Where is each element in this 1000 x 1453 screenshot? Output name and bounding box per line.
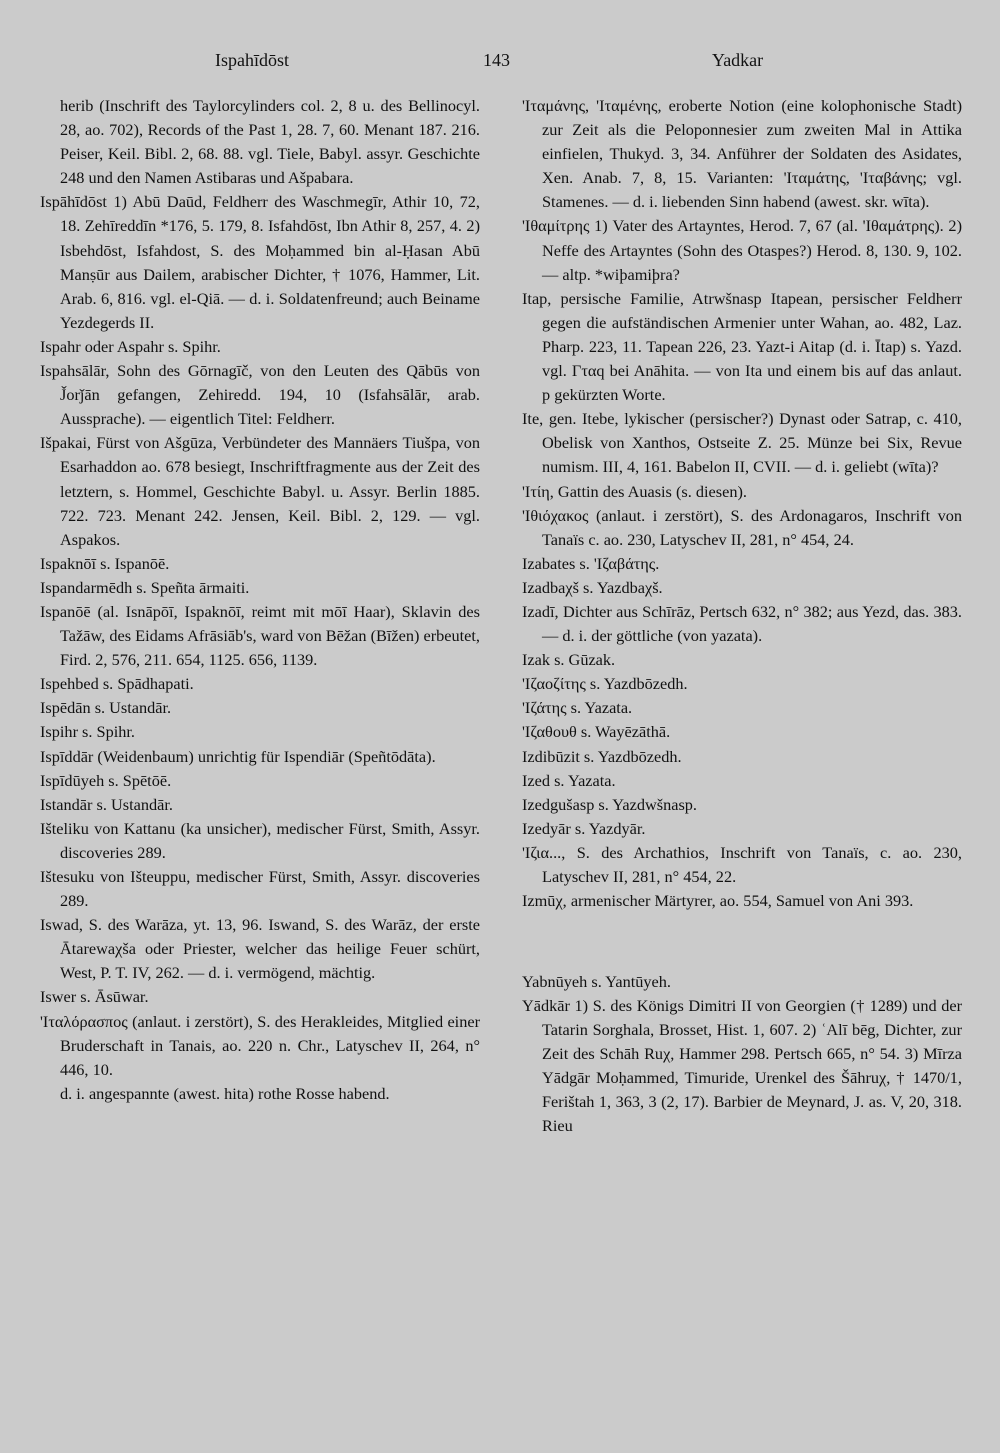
dictionary-entry: Ispanōē (al. Isnāpōī, Ispaknōī, reimt mit mōī Haar), Sklavin des Tažāw, des Eidams Afrāsiāb's, ward von Bēžan (Bīžen) erbeutet, Fird. 2, 576, 211. 654, 1125. 656, 1139. (40, 601, 480, 670)
dictionary-entry: 'Ιζάτης s. Yazata. (522, 698, 633, 718)
dictionary-entry: Ispahsālār, Sohn des Gōrnagīč, von den Leuten des Qābūs von J̌orǰān gefangen, Zehiredd. 194, 10 (Isfahsālār, arab. Aussprache). — eigentlich Titel: Feldherr. (40, 361, 480, 429)
dictionary-entry: 'Ιθαμίτρης 1) Vater des Artayntes, Herod. 7, 67 (al. 'Ιθαμάτρης). 2) Neffe des Artayntes (Sohn des Otaspes?) Herod. 8, 130. 9, 102. — altp. *wiþamiþra? (522, 216, 962, 284)
dictionary-entry: 'Ιταμάνης, 'Ιταμένης, eroberte Notion (eine kolophonische Stadt) zur Zeit als die Peloponnesier zum zweiten Mal in Attika einfielen, Thukyd. 3, 34. Anführer der Soldaten des Asidates, Xen. Anab. 7, 8, 15. Varianten: 'Ιταμάτης, 'Ιταβάνης; vgl. Stamenes. — d. i. liebenden Sinn habend (awest. skr. wīta). (522, 96, 962, 212)
dictionary-entry: Ispēdān s. Ustandār. (40, 698, 172, 718)
dictionary-entry: Ištesuku von Išteuppu, medischer Fürst, Smith, Assyr. discoveries 289. (40, 867, 480, 911)
dictionary-entry: Izak s. Gūzak. (522, 650, 616, 670)
dictionary-entry: 'Ιθιόχακος (anlaut. i zerstört), S. des Ardonagaros, Inschrift von Tanaïs c. ao. 230, Latyschev II, 281, n° 454, 24. (522, 505, 962, 549)
dictionary-entry: Ispīdūyeh s. Spētōē. (40, 770, 172, 790)
dictionary-entry: Izmūχ, armenischer Märtyrer, ao. 554, Samuel von Ani 393. (522, 891, 914, 911)
dictionary-entry: 'Ιζαθουθ s. Wayēzāthā. (522, 722, 671, 742)
dictionary-entry: Ized s. Yazata. (522, 770, 616, 790)
dictionary-entry: Izedgušasp s. Yazdwšnasp. (522, 794, 698, 814)
dictionary-entry: Ite, gen. Itebe, lykischer (persischer?) Dynast oder Satrap, c. 410, Obelisk von Xanthos, Ostseite Z. 25. Münze bei Six, Revue numism. III, 4, 161. Babelon II, CVII. — d. i. geliebt (wīta)? (522, 409, 962, 477)
dictionary-entry: Ispahr oder Aspahr s. Spihr. (40, 336, 221, 356)
dictionary-entry: Ispīddār (Weidenbaum) unrichtig für Ispendiār (Speñtōdāta). (40, 746, 436, 766)
dictionary-entry: Išteliku von Kattanu (ka unsicher), medischer Fürst, Smith, Assyr. discoveries 289. (40, 818, 480, 862)
dictionary-entry: herib (Inschrift des Taylorcylinders col. 2, 8 u. des Bellinocyl. 28, ao. 702), Records of the Past 1, 28. 7, 60. Menant 187. 216. Peiser, Keil. Bibl. 2, 68. 88. vgl. Tiele, Babyl. assyr. Geschichte 248 und den Namen Astibaras und Ašpabara. (60, 96, 480, 188)
dictionary-entry: 'Ιζια..., S. des Archathios, Inschrift von Tanaïs, c. ao. 230, Latyschev II, 281, n° 454, 22. (522, 842, 962, 886)
dictionary-entry: Ispehbed s. Spādhapati. (40, 674, 194, 694)
dictionary-entry: Ispandarmēdh s. Speñta ārmaiti. (40, 577, 250, 597)
dictionary-entry: Ispāhīdōst 1) Abū Daūd, Feldherr des Waschmegīr, Athir 10, 72, 18. Zehīreddīn *176, 5. 179, 8. Isfahdōst, Ibn Athir 8, 257, 4. 2) Isbehdōst, Isfahdost, S. des Moḥammed bin al-Ḥasan Abū Manṣūr aus Dailem, arabischer Dichter, † 1076, Hammer, Lit. Arab. 6, 816. vgl. el-Qiā. — d. i. Soldatenfreund; auch Beiname Yezdegerds II. (40, 192, 480, 332)
dictionary-entry: Iswad, S. des Warāza, yt. 13, 96. Iswand, S. des Warāz, der erste Ātarewaχša oder Priester, welcher das heilige Feuer schürt, West, P. T. IV, 262. — d. i. vermögend, mächtig. (40, 915, 480, 983)
dictionary-entry: Išpakai, Fürst von Ašgūza, Verbündeter des Mannäers Tiušpa, von Esarhaddon ao. 678 besiegt, Inschriftfragmente aus der Zeit des letztern, s. Hommel, Geschichte Babyl. u. Assyr. Berlin 1885. 722. 723. Menant 242. Jensen, Keil. Bibl. 2, 129. — vgl. Aspakos. (40, 433, 480, 549)
dictionary-entry: Iswer s. Āsūwar. (40, 987, 149, 1007)
page-number: 143 (483, 50, 510, 70)
left-column (40, 94, 480, 1106)
running-head-right: Yadkar (712, 50, 764, 70)
dictionary-entry: 'Ιταλόρασπος (anlaut. i zerstört), S. des Herakleides, Mitglied einer Bruderschaft in Tanais, ao. 220 n. Chr., Latyschev II, 264, n° 446, 10. (40, 1011, 480, 1079)
running-head-left: Ispahīdōst (215, 50, 289, 70)
dictionary-entry: d. i. angespannte (awest. hita) rothe Rosse habend. (60, 1083, 390, 1103)
dictionary-entry: 'Ιζαοζίτης s. Yazdbōzedh. (522, 674, 688, 694)
dictionary-entry: 'Ιτίη, Gattin des Auasis (s. diesen). (522, 481, 747, 501)
dictionary-entry: Izabates s. 'Ιζαβάτης. (522, 553, 660, 573)
dictionary-entry: Yabnūyeh s. Yantūyeh. (522, 971, 671, 991)
dictionary-entry: Itap, persische Familie, Atrwšnasp Itapean, persischer Feldherr gegen die aufständischen Armenier unter Wahan, ao. 482, Laz. Pharp. 223, 11. Tapean 226, 23. Yazt-i Aitap (d. i. Ītap) s. Yazd. vgl. Γταq bei Anāhita. — von Ita und einem bis auf das anlaut. p gekürzten Worte. (522, 288, 962, 405)
dictionary-entry: Izdibūzit s. Yazdbōzedh. (522, 746, 682, 766)
section-gap (522, 929, 962, 953)
dictionary-entry: Ispaknōī s. Ispanōē. (40, 553, 170, 573)
dictionary-entry: Istandār s. Ustandār. (40, 794, 173, 814)
dictionary-entry: Yādkār 1) S. des Königs Dimitri II von Georgien († 1289) und der Tatarin Sorghala, Brosset, Hist. 1, 607. 2) ʿAlī bēg, Dichter, zur Zeit des Schāh Ruχ, Hammer 298. Pertsch 665, n° 54. 3) Mīrza Yādgār Moḥammed, Timuride, Urenkel des Šāhruχ, † 1470/1, Ferištah 1, 363, 3 (2, 17). Barbier de Meynard, J. as. V, 20, 318. Rieu (522, 995, 962, 1136)
dictionary-entry: Izadī, Dichter aus Schīrāz, Pertsch 632, n° 382; aus Yezd, das. 383. — d. i. der göttliche (von yazata). (522, 601, 962, 646)
dictionary-entry: Ispihr s. Spihr. (40, 722, 135, 742)
right-column (522, 94, 962, 1138)
dictionary-entry: Izedyār s. Yazdyār. (522, 818, 646, 838)
dictionary-entry: Izadbaχš s. Yazdbaχš. (522, 577, 663, 597)
